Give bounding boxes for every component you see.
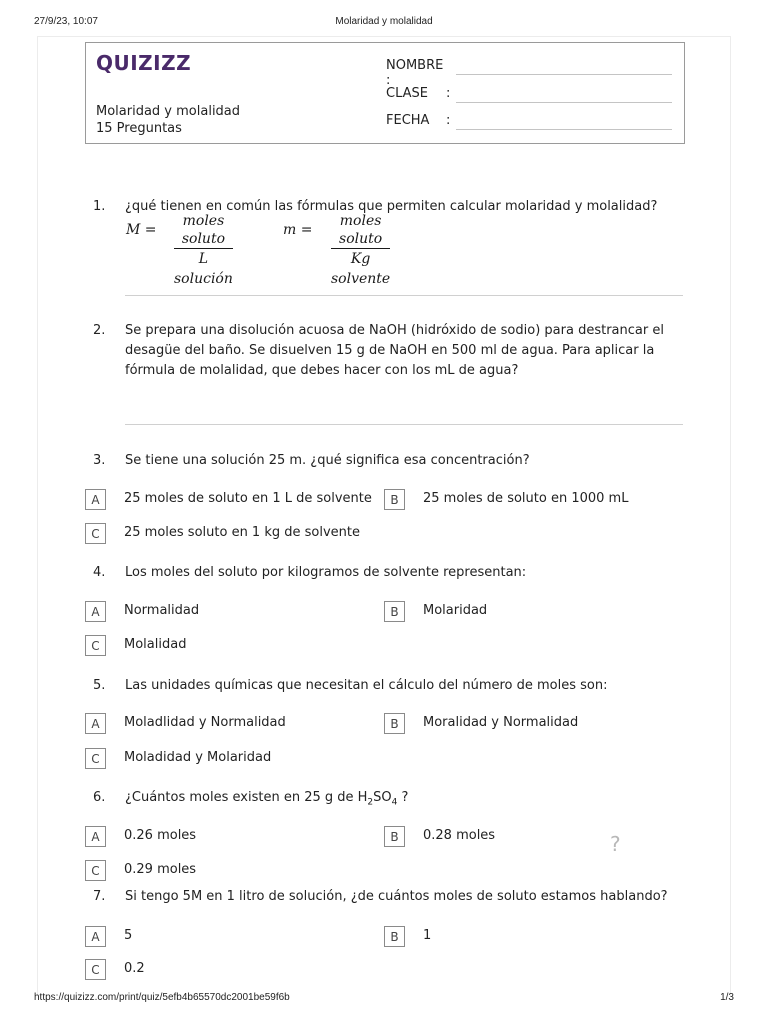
question-text: Se prepara una disolución acuosa de NaOH (hidróxido de sodio) para destrancar el desagüe del baño. Se disuelven 15 g de NaOH en 500 ml de agua. Para aplicar la fórmula de molalidad, que debes hacer con los mL de agua? bbox=[125, 323, 664, 378]
question-6 bbox=[93, 788, 683, 810]
option-text: Moladlidad y Normalidad bbox=[124, 715, 286, 730]
option-text: 25 moles de soluto en 1000 mL bbox=[423, 491, 629, 506]
question-text: ¿qué tienen en común las fórmulas que permiten calcular molaridad y molalidad? bbox=[125, 199, 658, 214]
question-text-end: ? bbox=[397, 790, 409, 805]
question-text bbox=[125, 788, 680, 813]
molality-lhs: m = bbox=[283, 222, 313, 238]
molarity-numerator: moles soluto bbox=[174, 212, 233, 249]
class-label: CLASE bbox=[386, 86, 428, 101]
option-letter-box: A bbox=[85, 926, 106, 947]
worksheet-page bbox=[37, 36, 731, 996]
answer-line bbox=[125, 424, 683, 425]
name-label: NOMBRE : bbox=[386, 58, 444, 88]
question-text: Las unidades químicas que necesitan el cálculo del número de moles son: bbox=[125, 678, 608, 693]
option-letter-box: A bbox=[85, 489, 106, 510]
option-text: 25 moles de soluto en 1 L de solvente bbox=[124, 491, 372, 506]
molality-fraction bbox=[331, 212, 390, 289]
option-text: 0.28 moles bbox=[423, 828, 496, 843]
molality-numerator: moles soluto bbox=[331, 212, 390, 249]
molarity-lhs: M = bbox=[126, 222, 157, 238]
option-letter-box: A bbox=[85, 826, 106, 847]
option-text: Moladidad y Molaridad bbox=[124, 750, 272, 765]
date-label: FECHA bbox=[386, 113, 430, 128]
question-number: 6. bbox=[93, 790, 106, 805]
question-4 bbox=[93, 563, 683, 583]
option-text: 0.26 moles bbox=[124, 828, 197, 843]
date-line bbox=[456, 129, 672, 130]
question-number: 3. bbox=[93, 453, 106, 468]
answer-line bbox=[125, 295, 683, 296]
option-letter-box: B bbox=[384, 713, 405, 734]
option-letter-box: C bbox=[85, 860, 106, 881]
class-colon: : bbox=[446, 86, 451, 101]
option-letter-box: C bbox=[85, 523, 106, 544]
question-number: 4. bbox=[93, 565, 106, 580]
molarity-fraction bbox=[174, 212, 233, 289]
question-text: Se tiene una solución 25 m. ¿qué significa esa concentración? bbox=[125, 453, 530, 468]
option-text: 0.2 bbox=[124, 961, 145, 976]
option-text: Moralidad y Normalidad bbox=[423, 715, 579, 730]
option-letter-box: B bbox=[384, 601, 405, 622]
option-letter-box: B bbox=[384, 489, 405, 510]
option-letter-box: B bbox=[384, 826, 405, 847]
question-text: Los moles del soluto por kilogramos de solvente representan: bbox=[125, 565, 527, 580]
option-letter-box: B bbox=[384, 926, 405, 947]
question-2 bbox=[93, 321, 683, 381]
option-text: 5 bbox=[124, 928, 133, 943]
name-line bbox=[456, 74, 672, 75]
question-7 bbox=[93, 887, 683, 907]
option-letter-box: C bbox=[85, 959, 106, 980]
page-number: 1/3 bbox=[720, 992, 734, 1003]
question-text-start: ¿Cuántos moles existen en 25 g de H bbox=[125, 790, 368, 805]
quiz-title: Molaridad y molalidad bbox=[96, 104, 241, 119]
subscript-2: 2 bbox=[367, 797, 374, 808]
molarity-denominator: L solución bbox=[174, 251, 233, 287]
option-letter-box: C bbox=[85, 635, 106, 656]
option-text: 1 bbox=[423, 928, 432, 943]
option-text: Molalidad bbox=[124, 637, 187, 652]
option-letter-box: A bbox=[85, 713, 106, 734]
option-text: 0.29 moles bbox=[124, 862, 197, 877]
question-number: 7. bbox=[93, 889, 106, 904]
question-number: 5. bbox=[93, 678, 106, 693]
print-footer bbox=[34, 992, 734, 1006]
option-text: Normalidad bbox=[124, 603, 200, 618]
question-text: Si tengo 5M en 1 litro de solución, ¿de cuántos moles de soluto estamos hablando? bbox=[125, 889, 668, 904]
formula-so: SO bbox=[373, 790, 392, 805]
class-line bbox=[456, 102, 672, 103]
worksheet-header bbox=[85, 42, 685, 144]
question-count: 15 Preguntas bbox=[96, 121, 182, 136]
print-title: Molaridad y molalidad bbox=[335, 16, 433, 27]
question-number: 1. bbox=[93, 199, 106, 214]
option-text: 25 moles soluto en 1 kg de solvente bbox=[124, 525, 360, 540]
date-colon: : bbox=[446, 113, 451, 128]
question-3 bbox=[93, 451, 683, 471]
question-number: 2. bbox=[93, 323, 106, 338]
question-5 bbox=[93, 676, 683, 696]
question-mark-icon: ? bbox=[610, 832, 621, 856]
molality-denominator: Kg solvente bbox=[331, 251, 391, 287]
print-header bbox=[34, 16, 734, 30]
print-url: https://quizizz.com/print/quiz/5efb4b65570dc2001be59f6b bbox=[34, 992, 290, 1003]
option-letter-box: A bbox=[85, 601, 106, 622]
option-letter-box: C bbox=[85, 748, 106, 769]
option-text: Molaridad bbox=[423, 603, 488, 618]
subscript-4: 4 bbox=[391, 797, 398, 808]
quizizz-logo: QUIZIZZ bbox=[96, 51, 192, 75]
print-date: 27/9/23, 10:07 bbox=[34, 16, 98, 27]
